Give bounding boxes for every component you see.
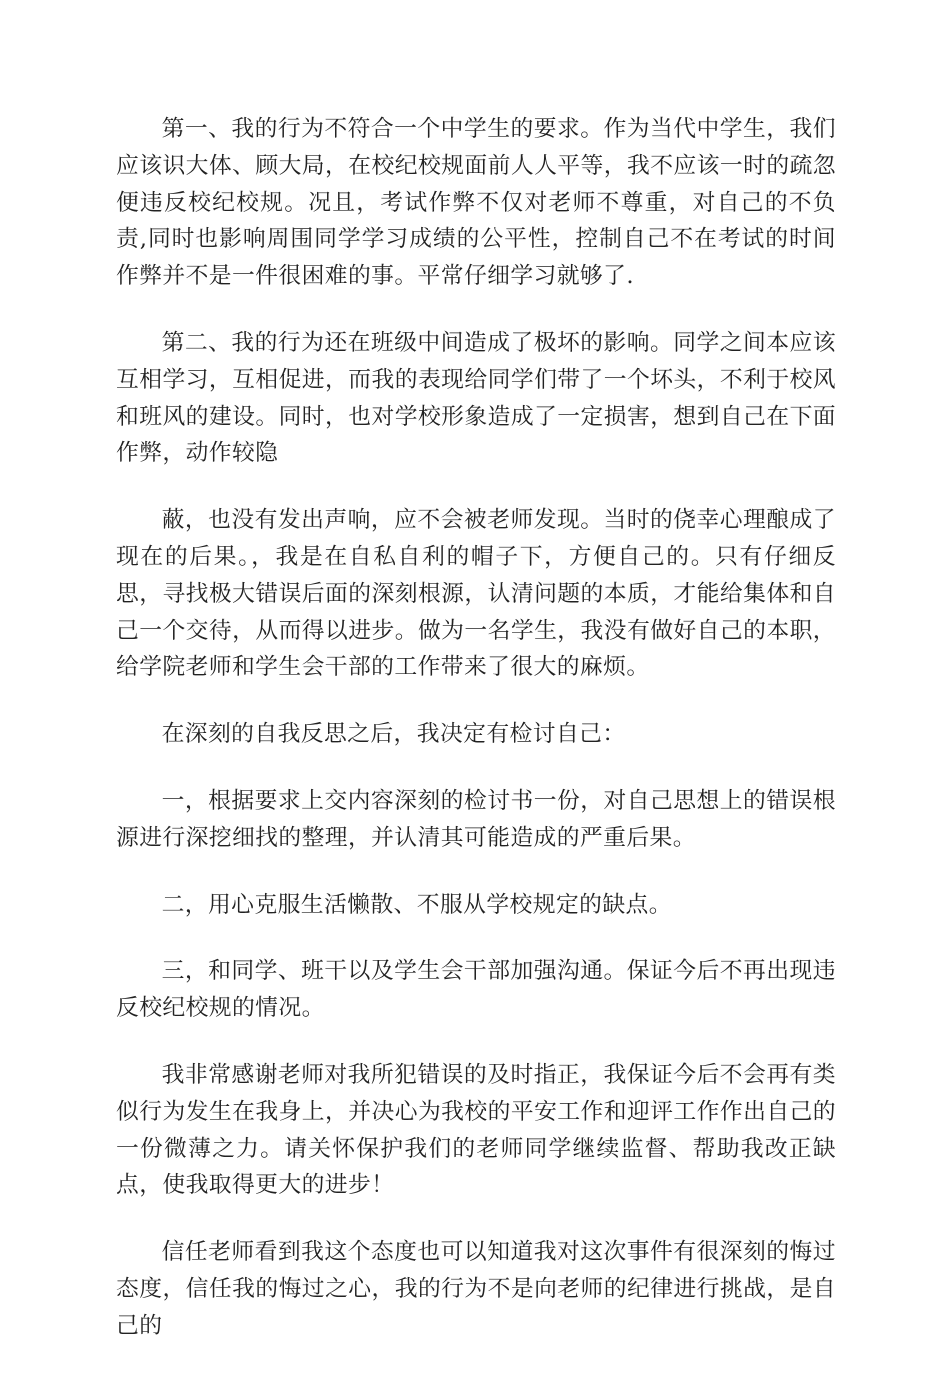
paragraph-5: 一，根据要求上交内容深刻的检讨书一份，对自己思想上的错误根源进行深挖细找的整理，并认清其可能造成的严重后果。 xyxy=(116,787,836,851)
paragraph-3: 蔽，也没有发出声响，应不会被老师发现。当时的侥幸心理酿成了现在的后果。，我是在自私自利的帽子下，方便自己的。只有仔细反思，寻找极大错误后面的深刻根源，认清问题的本质，才能给集体和自己一个交待，从而得以进步。做为一名学生，我没有做好自己的本职，给学院老师和学生会干部的工作带来了很大的麻烦。 xyxy=(116,507,836,681)
paragraph-1: 第一、我的行为不符合一个中学生的要求。作为当代中学生，我们应该识大体、顾大局，在校纪校规面前人人平等，我不应该一时的疏忽便违反校纪校规。况且，考试作弊不仅对老师不尊重，对自己的不负责,同时也影响周围同学学习成绩的公平性，控制自己不在考试的时间作弊并不是一件很困难的事。平常仔细学习就够了. xyxy=(116,116,836,290)
paragraph-4: 在深刻的自我反思之后，我决定有检讨自己： xyxy=(161,721,626,748)
paragraph-9: 信任老师看到我这个态度也可以知道我对这次事件有很深刻的悔过态度，信任我的悔过之心，我的行为不是向老师的纪律进行挑战，是自己的 xyxy=(116,1239,836,1339)
paragraph-6: 二，用心克服生活懒散、不服从学校规定的缺点。 xyxy=(161,891,672,918)
document-body xyxy=(116,111,836,1375)
paragraph-8: 我非常感谢老师对我所犯错误的及时指正，我保证今后不会再有类似行为发生在我身上，并决心为我校的平安工作和迎评工作作出自己的一份微薄之力。请关怀保护我们的老师同学继续监督、帮助我改正缺点，使我取得更大的进步！ xyxy=(116,1061,836,1199)
paragraph-7: 三，和同学、班干以及学生会干部加强沟通。保证今后不再出现违反校纪校规的情况。 xyxy=(116,958,836,1022)
paragraph-2: 第二、我的行为还在班级中间造成了极坏的影响。同学之间本应该互相学习，互相促进，而我的表现给同学们带了一个坏头，不利于校风和班风的建设。同时，也对学校形象造成了一定损害，想到自己在下面作弊，动作较隐 xyxy=(116,329,836,467)
